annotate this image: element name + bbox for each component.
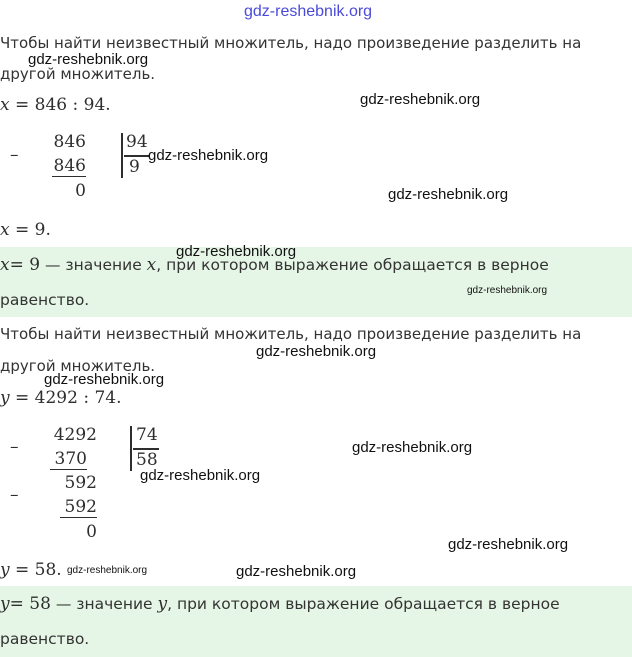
answer-1-var: x: [0, 220, 10, 240]
answer-1: [0, 220, 51, 240]
conclusion-1-var2: x: [146, 255, 157, 275]
division-1-quotient: 9: [129, 157, 140, 177]
conclusion-2-var2: y: [157, 594, 168, 614]
division-2-subtrahend-1: 370: [50, 449, 87, 470]
equation-1-var: x: [0, 95, 10, 115]
answer-1-rhs: = 9.: [15, 220, 51, 240]
watermark: gdz-reshebnik.org: [256, 343, 377, 360]
division-2-dividend: 4292: [53, 425, 97, 445]
conclusion-2-line2: равенство.: [0, 630, 90, 648]
conclusion-2-var: y: [0, 594, 10, 614]
rule-text-1-line2: другой множитель.: [0, 65, 156, 83]
conclusion-1-eq: = 9: [9, 255, 41, 275]
answer-2: [0, 560, 62, 580]
watermark: gdz-reshebnik.org: [176, 243, 297, 260]
division-1-dividend: 846: [53, 132, 86, 152]
watermark: gdz-reshebnik.org: [44, 371, 165, 388]
division-2-subtrahend-2: 592: [60, 497, 97, 518]
division-2-remainder: 0: [86, 522, 97, 542]
division-2-minus-2: –: [10, 485, 19, 505]
watermark: gdz-reshebnik.org: [67, 565, 148, 576]
division-2-quotient: 58: [136, 450, 158, 470]
watermark-top: gdz-reshebnik.org: [244, 3, 373, 20]
equation-2: [0, 388, 122, 408]
conclusion-2-mid: — значение: [50, 595, 158, 613]
watermark: gdz-reshebnik.org: [448, 536, 569, 553]
equation-1-rhs: = 846 : 94.: [15, 95, 111, 115]
division-1-bracket: [121, 133, 123, 178]
watermark: gdz-reshebnik.org: [148, 147, 269, 164]
division-1-minus: –: [10, 145, 19, 165]
watermark: gdz-reshebnik.org: [388, 186, 509, 203]
division-2-partial: 592: [64, 473, 97, 493]
division-1-subtrahend: 846: [53, 156, 86, 176]
conclusion-1-var: x: [0, 255, 10, 275]
division-2-divisor: 74: [136, 425, 158, 445]
watermark: gdz-reshebnik.org: [360, 91, 481, 108]
watermark: gdz-reshebnik.org: [140, 467, 261, 484]
conclusion-2-tail: , при котором выражение обращается в верное: [167, 595, 560, 613]
conclusion-1-tail: , при котором выражение обращается в верное: [156, 256, 549, 274]
division-1-divisor: 94: [126, 132, 148, 152]
division-1-remainder: 0: [75, 181, 86, 201]
rule-text-1-line1: Чтобы найти неизвестный множитель, надо произведение разделить на: [0, 34, 582, 52]
equation-2-var: y: [0, 388, 10, 408]
conclusion-1-line1: [0, 255, 549, 275]
conclusion-2-eq: = 58: [9, 594, 51, 614]
watermark: gdz-reshebnik.org: [236, 563, 357, 580]
conclusion-1-mid: — значение: [40, 256, 147, 274]
watermark: gdz-reshebnik.org: [467, 285, 548, 296]
answer-2-rhs: = 58.: [15, 560, 62, 580]
equation-1: [0, 95, 111, 115]
rule-text-2-line1: Чтобы найти неизвестный множитель, надо произведение разделить на: [0, 325, 582, 343]
watermark: gdz-reshebnik.org: [28, 51, 149, 68]
rule-text-2-line2: другой множитель.: [0, 357, 156, 375]
conclusion-1-line2: равенство.: [0, 291, 90, 309]
equation-2-rhs: = 4292 : 74.: [15, 388, 122, 408]
division-2-bracket: [130, 426, 132, 471]
answer-2-var: y: [0, 560, 10, 580]
watermark: gdz-reshebnik.org: [352, 439, 473, 456]
conclusion-2-line1: [0, 594, 560, 614]
division-2-minus-1: –: [10, 437, 19, 457]
